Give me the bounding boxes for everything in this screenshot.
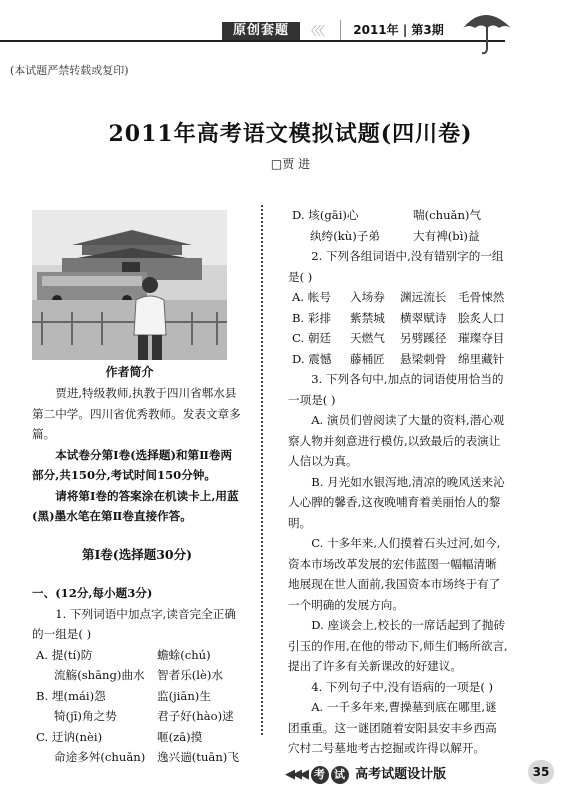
option-item: 藤桶匠 bbox=[350, 351, 385, 366]
option-item: 横翠赋诗 bbox=[400, 310, 447, 325]
option-item: 纨绔(kù)子弟 bbox=[310, 228, 380, 243]
column-divider bbox=[261, 205, 263, 735]
option-item: 智者乐(lè)水 bbox=[157, 668, 223, 682]
badge-kao: 考 bbox=[311, 766, 329, 784]
author-bio: 贾进,特级教师,执教于四川省郫水县第二中学。四川省优秀教师。发表文章多篇。 bbox=[32, 386, 241, 441]
option-row bbox=[32, 645, 242, 666]
option-row bbox=[288, 205, 508, 226]
option-item: 命途多舛(chuǎn) bbox=[54, 750, 146, 764]
option-item: 另劈蹊径 bbox=[400, 331, 447, 345]
option-row bbox=[288, 349, 508, 370]
badge-shi: 试 bbox=[331, 766, 349, 784]
photo-caption: 作者简介 bbox=[105, 365, 154, 379]
footer-title: 高考试题设计版 bbox=[355, 767, 447, 782]
option-item: 犄(jī)角之势 bbox=[54, 709, 117, 723]
option-item: 绵里藏针 bbox=[458, 351, 505, 366]
option-item: D. 震憾 bbox=[292, 351, 332, 366]
exam-instructions: 请将第Ⅰ卷的答案涂在机读卡上,用蓝(黑)墨水笔在第Ⅱ卷直接作答。 bbox=[32, 488, 239, 523]
option-item: 脍炙人口 bbox=[458, 310, 505, 325]
option-item: 入场券 bbox=[350, 290, 385, 304]
option-item: 璀璨夺目 bbox=[458, 331, 505, 345]
question-3-option-b: B. 月光如水银泻地,清凉的晚风送来沁人心脾的馨香,这夜晚哺育着美丽怡人的黎明。 bbox=[288, 474, 505, 530]
option-item: 悬梁刺骨 bbox=[400, 351, 447, 366]
option-item: 大有裨(bì)益 bbox=[413, 228, 480, 243]
option-item: 毛骨悚然 bbox=[458, 290, 505, 304]
question-3-option-d: D. 座谈会上,校长的一席话起到了抛砖引玉的作用,在他的带动下,师生们畅所欲言,提出了许多有关新课改的好建议。 bbox=[288, 618, 508, 673]
question-3: 3. 下列各句中,加点的词语使用恰当的一项是( ) bbox=[288, 372, 504, 407]
option-item: 蟾蜍(chú) bbox=[157, 647, 211, 662]
option-item: 君子好(hào)逑 bbox=[157, 709, 234, 723]
option-item: 紫禁城 bbox=[350, 310, 385, 325]
option-item: 渊远流长 bbox=[400, 290, 447, 304]
option-row bbox=[32, 665, 242, 686]
header-rule bbox=[0, 40, 505, 42]
option-row bbox=[32, 747, 242, 768]
option-item: A. 帐号 bbox=[292, 290, 331, 304]
option-row bbox=[288, 328, 508, 349]
option-item: B. 彩排 bbox=[292, 310, 332, 325]
page-title: 2011年高考语文模拟试题(四川卷) bbox=[108, 121, 473, 147]
option-item: 天燃气 bbox=[350, 331, 385, 345]
question-2: 2. 下列各组词语中,没有错别字的一组是( ) bbox=[288, 249, 504, 284]
option-item: C. 朝廷 bbox=[292, 331, 332, 345]
issue-label: 2011年 | 第3期 bbox=[340, 20, 456, 40]
question-1: 1. 下列词语中加点字,读音完全正确的一组是( ) bbox=[32, 606, 236, 641]
author-photo bbox=[32, 210, 227, 360]
option-item: 监(jiān)生 bbox=[157, 688, 211, 703]
option-item: B. 埋(mái)怨 bbox=[36, 688, 106, 703]
option-item: 逸兴遄(tuān)飞 bbox=[157, 750, 239, 764]
option-row bbox=[32, 727, 242, 748]
option-item: 咂(zā)摸 bbox=[157, 729, 203, 744]
option-row bbox=[288, 226, 508, 247]
copyright-notice: (本试题严禁转载或复印) bbox=[10, 64, 129, 77]
chevron-decoration: 〈〈〈 bbox=[305, 24, 324, 38]
left-column bbox=[32, 383, 242, 768]
question-3-option-c: C. 十多年来,人们摸着石头过河,如今,资本市场改革发展的宏伟蓝图一幅幅清晰地展现在世人面前,我国资本市场终于有了一个明确的发展方向。 bbox=[288, 536, 501, 612]
series-tag: 原创套题 bbox=[222, 22, 300, 40]
option-row bbox=[288, 287, 508, 308]
exam-intro: 本试卷分第Ⅰ卷(选择题)和第Ⅱ卷两部分,共150分,考试时间150分钟。 bbox=[32, 447, 233, 482]
option-item: C. 迂讷(nèi) bbox=[36, 729, 103, 744]
option-item: A. 提(tí)防 bbox=[36, 647, 93, 662]
part-heading: 一、(12分,每小题3分) bbox=[32, 586, 153, 600]
option-row bbox=[32, 706, 242, 727]
option-item: 流觞(shāng)曲水 bbox=[54, 668, 145, 682]
page-number: 35 bbox=[528, 760, 554, 784]
footer-banner bbox=[285, 763, 446, 784]
right-column bbox=[288, 205, 508, 759]
question-4-option-a: A. 一千多年来,曹操墓到底在哪里,谜团重重。这一谜团随着安阳县安丰乡西高穴村二号墓地考古挖掘或许得以解开。 bbox=[288, 700, 497, 755]
section-heading: 第Ⅰ卷(选择题30分) bbox=[81, 546, 193, 562]
arrows-icon: ◀◀◀ bbox=[285, 767, 306, 782]
umbrella-icon bbox=[455, 6, 515, 56]
question-4: 4. 下列句子中,没有语病的一项是( ) bbox=[311, 679, 494, 694]
question-3-option-a: A. 演员们曾阅读了大量的资料,潜心观察人物并刻意进行模仿,以致最后的表演让人信以为真。 bbox=[288, 413, 505, 468]
option-item: 喘(chuǎn)气 bbox=[413, 208, 482, 222]
option-row bbox=[288, 308, 508, 329]
author-name: □贾 进 bbox=[270, 157, 311, 171]
option-item: D. 垓(gāi)心 bbox=[292, 208, 359, 222]
option-row bbox=[32, 686, 242, 707]
